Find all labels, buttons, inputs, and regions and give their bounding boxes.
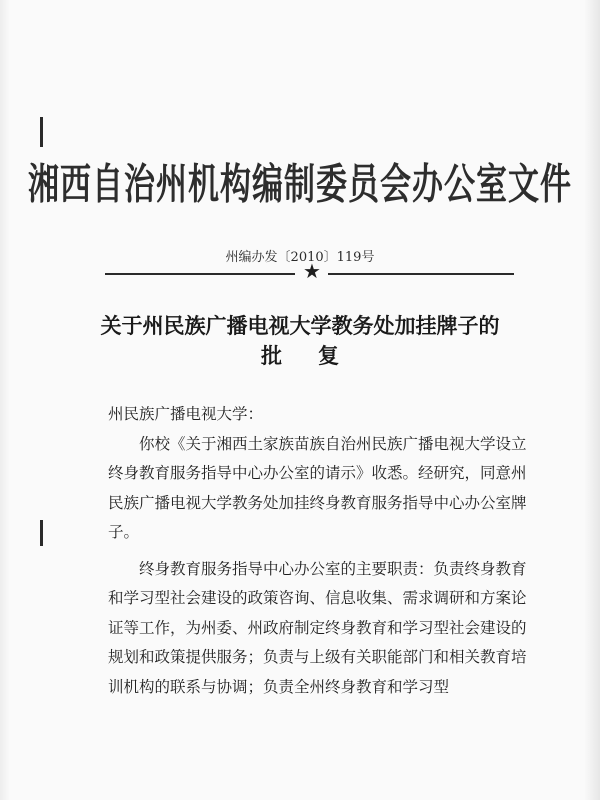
body-paragraph: 你校《关于湘西土家族苗族自治州民族广播电视大学设立终身教育服务指导中心办公室的请示》收悉。经研究，同意州民族广播电视大学教务处加挂终身教育服务指导中心办公室牌子。	[108, 434, 527, 541]
scan-shadow-right	[584, 0, 600, 800]
header-divider-right	[328, 273, 514, 275]
subject-line-1: 关于州民族广播电视大学教务处加挂牌子的	[100, 314, 500, 338]
subject-line-2: 批复	[261, 344, 375, 368]
document-subject	[0, 311, 600, 371]
scan-shadow-left	[0, 0, 10, 800]
salutation: 州民族广播电视大学：	[108, 405, 264, 423]
margin-mark	[40, 117, 43, 147]
header-divider-left	[105, 273, 295, 275]
document-number: 州编办发〔2010〕119号	[225, 250, 375, 265]
margin-mark	[40, 520, 43, 546]
document-header-title: 湘西自治州机构编制委员会办公室文件	[28, 160, 572, 210]
body-paragraph: 终身教育服务指导中心办公室的主要职责：负责终身教育和学习型社会建设的政策咨询、信息收集、需求调研和方案论证等工作，为州委、州政府制定终身教育和学习型社会建设的规划和政策提供服务；负责与上级有关职能部门和相关教育培训机构的联系与协调；负责全州终身教育和学习型	[108, 559, 527, 696]
star-icon: ★	[303, 259, 321, 283]
document-body	[108, 400, 528, 702]
